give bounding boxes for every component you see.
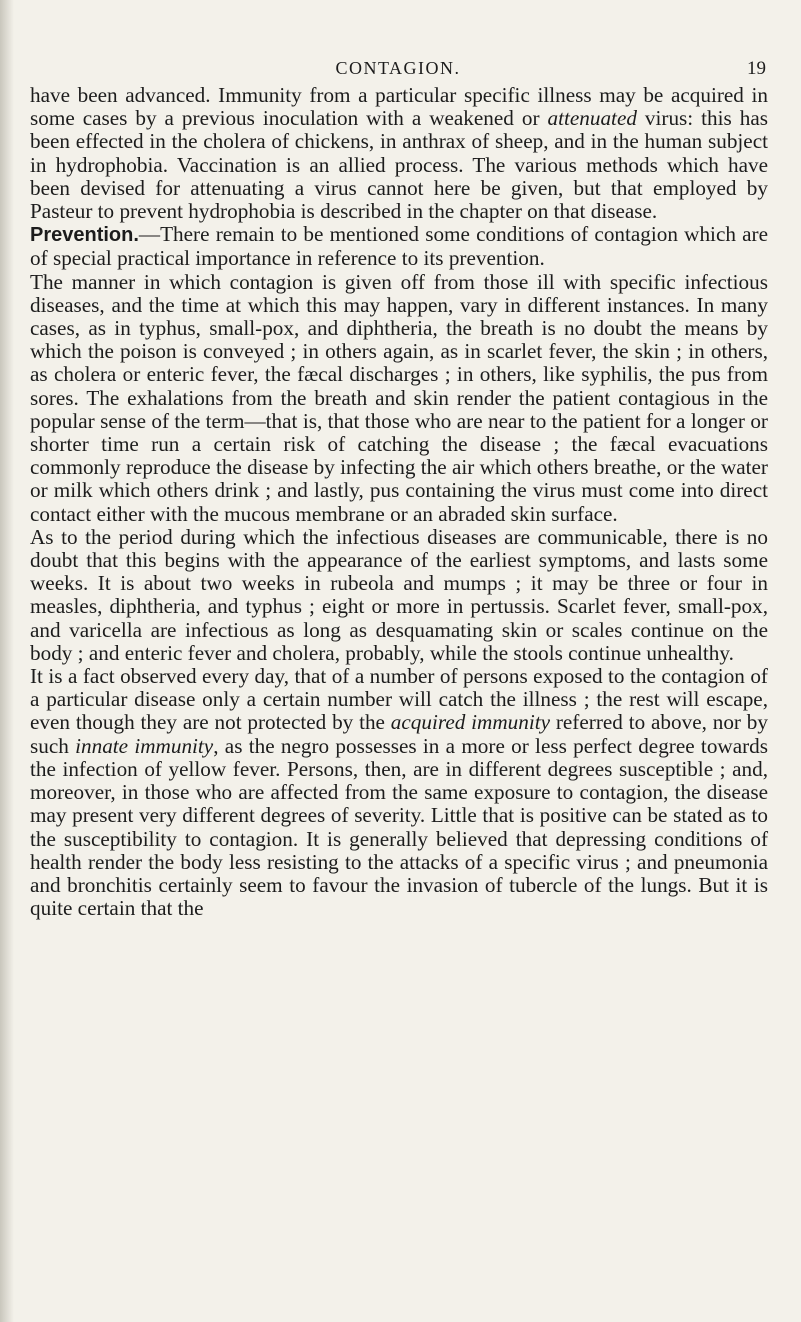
italic-term: attenuated [547, 106, 637, 131]
text-run: It is a fact observed every day, that of a number of persons exposed to the contagion of a particular disease only a certain number will catch the illness ; the rest will escape, even though they are not protected by the [30, 664, 768, 735]
section-heading: Prevention. [30, 224, 139, 247]
italic-term: acquired immunity [390, 710, 551, 735]
text-run: , as the negro possesses in a more or less perfect degree towards the infection of yellow fever. Persons, then, are in different degrees susceptible ; and, moreover, in those who are affected from the same exposure to contagion, the disease may present very different degrees of severity. Little that is positive can be stated as to the susceptibility to contagion. It is generally believed that depressing conditions of health render the body less resisting to the attacks of a specific virus ; and pneumonia and bronchitis certainly seem to favour the invasion of tubercle of the lungs. But it is quite certain that the [30, 733, 769, 921]
page-gutter-shadow [0, 0, 14, 1322]
italic-term: innate immunity [75, 733, 214, 758]
text-run: virus: this has been effected in the cholera of chickens, in anthrax of sheep, and in the human subject in hydrophobia. Vaccination is an allied process. The various methods which have been devised for attenuating a virus cannot here be given, but that employed by Pasteur to prevent hydrophobia is described in the chapter on that disease. [30, 106, 768, 224]
text-run: —There remain to be mentioned some conditions of contagion which are of special practical importance in reference to its prevention. [30, 222, 768, 271]
body-text [30, 84, 768, 920]
running-head: CONTAGION. [335, 58, 461, 78]
paragraph [30, 223, 768, 270]
paragraph [30, 665, 768, 920]
paragraph [30, 84, 768, 223]
page-number: 19 [747, 58, 766, 79]
text-run: As to the period during which the infectious diseases are communicable, there is no doubt that this begins with the appearance of the earliest symptoms, and lasts some weeks. It is about two weeks in rubeola and mumps ; it may be three or four in measles, diphtheria, and typhus ; eight or more in pertussis. Scarlet fever, small-pox, and varicella are infectious as long as desquamating skin or scales continue on the body ; and enteric fever and cholera, probably, while the stools continue unhealthy. [30, 524, 768, 665]
text-run: have been advanced. Immunity from a particular specific illness may be acquired in some cases by a previous inoculation with a weakened or [30, 83, 768, 131]
text-run: The manner in which contagion is given off from those ill with specific infectious diseases, and the time at which this may happen, vary in different instances. In many cases, as in typhus, small-pox, and diphtheria, the breath is no doubt the means by which the poison is conveyed ; in others again, as in scarlet fever, the skin ; in others, as cholera or enteric fever, the fæcal discharges ; in others, like syphilis, the pus from sores. The exhalations from the breath and skin render the patient contagious in the popular sense of the term—that is, that those who are near to the patient for a longer or shorter time run a certain risk of catching the disease ; the fæcal evacuations commonly reproduce the disease by infecting the air which others breathe, or the water or milk which others drink ; and lastly, pus containing the virus must come into direct contact either with the mucous membrane or an abraded skin surface. [30, 269, 768, 526]
paragraph [30, 271, 768, 526]
page-header [30, 58, 766, 82]
paragraph [30, 526, 768, 665]
text-run: referred to above, nor by such [30, 710, 768, 758]
